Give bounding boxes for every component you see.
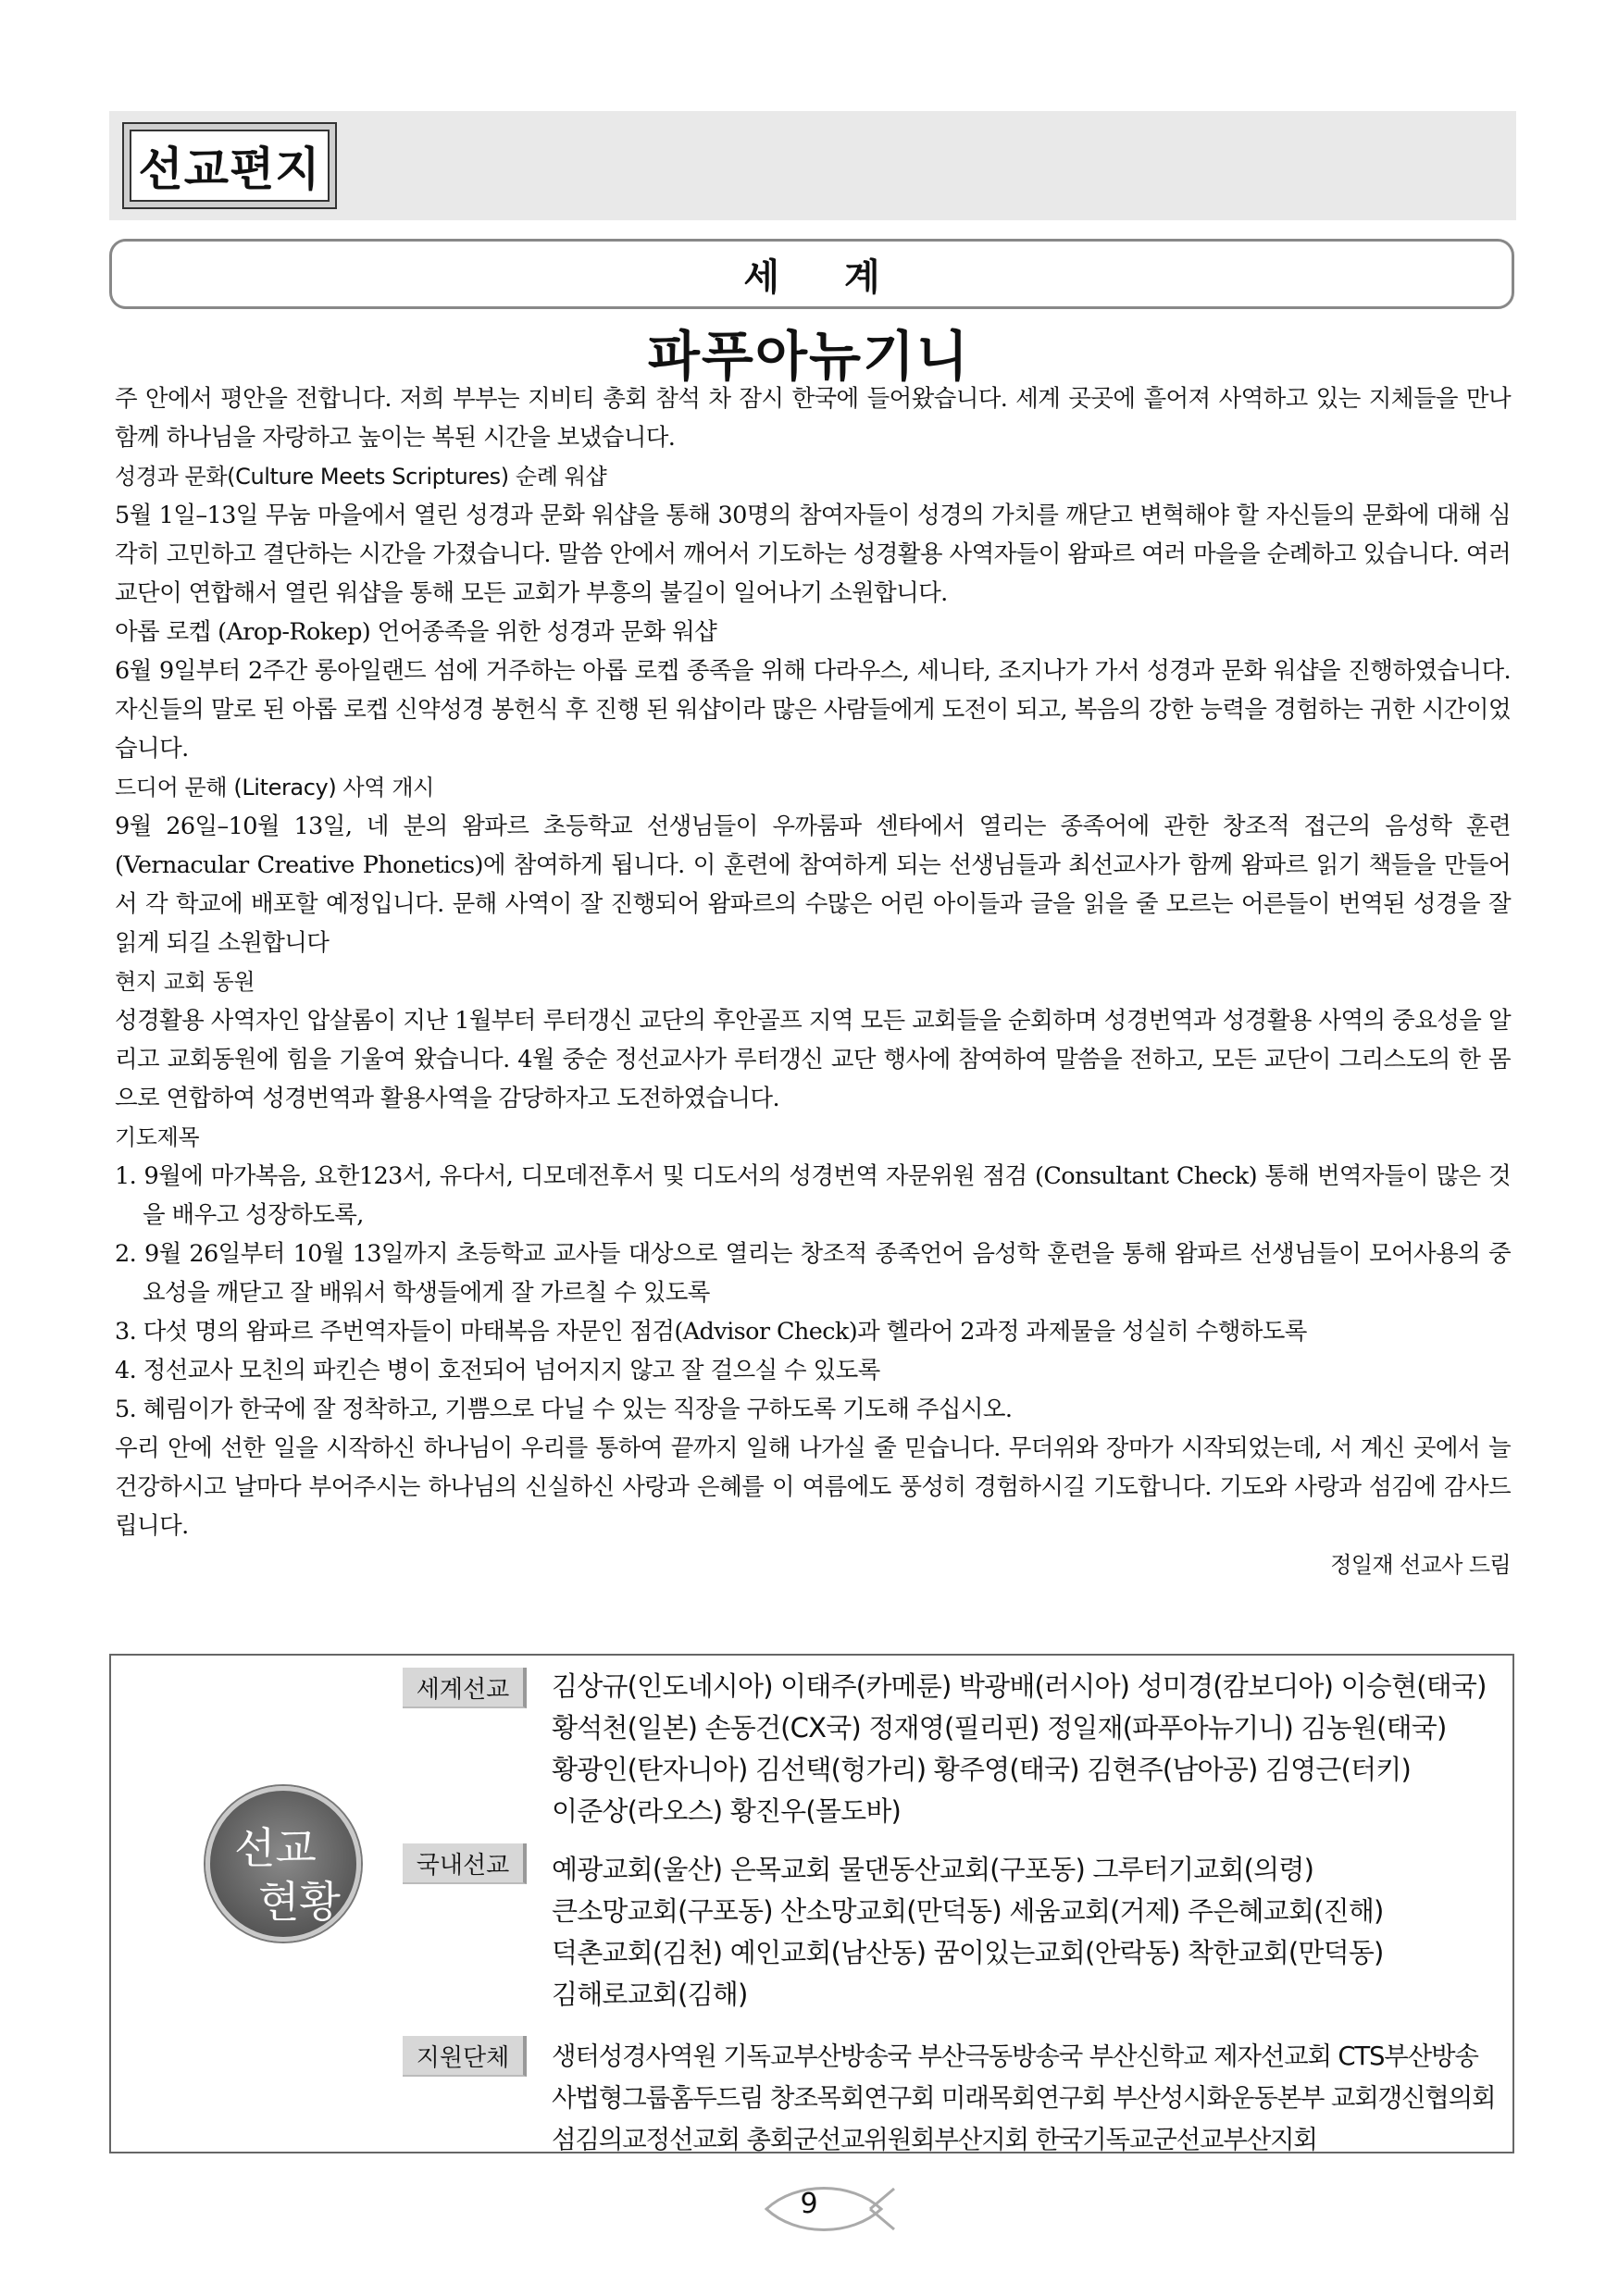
header-tab bbox=[122, 122, 337, 209]
prayer-item: 2. 9월 26일부터 10월 13일까지 초등학교 교사들 대상으로 열리는 창조적 종족언어 음성학 훈련을 통해 왐파르 선생님들이 모어사용의 중요성을 깨닫고 잘 배워서 학생들에게 잘 가르칠 수 있도록 bbox=[115, 1240, 1511, 1307]
prayer-heading: 기도제목 bbox=[115, 1124, 200, 1150]
badge-text-line2: 현황 bbox=[258, 1877, 341, 1927]
country-title: 파푸아뉴기니 bbox=[647, 325, 971, 388]
prayer-item: 1. 9월에 마가복음, 요한123서, 유다서, 디모데전후서 및 디도서의 성경번역 자문위원 점검 (Consultant Check) 통해 번역자들이 많은 것을 배우고 성장하도록, bbox=[115, 1162, 1511, 1229]
prayer-item: 5. 혜림이가 한국에 잘 정착하고, 기쁨으로 다닐 수 있는 직장을 구하도록 기도해 주십시오. bbox=[115, 1396, 1013, 1423]
list-item: 황광인(탄자니아) 김선택(헝가리) 황주영(태국) 김현주(남아공) 김영근(터키) bbox=[552, 1754, 1412, 1785]
support-org-list bbox=[552, 2036, 1505, 2161]
list-item: 생터성경사역원 기독교부산방송국 부산극동방송국 부산신학교 제자선교회 CTS부산방송 bbox=[552, 2042, 1478, 2071]
category-label-domestic: 국내선교 bbox=[403, 1843, 527, 1884]
list-item: 덕촌교회(김천) 예인교회(남산동) 꿈이있는교회(안락동) 착한교회(만덕동) bbox=[552, 1937, 1384, 1968]
greeting-paragraph: 주 안에서 평안을 전합니다. 저희 부부는 지비티 총회 참석 차 잠시 한국에 들어왔습니다. 세계 곳곳에 흩어져 사역하고 있는 지체들을 만나 함께 하나님을 자랑하고 높이는 복된 시간을 보냈습니다. bbox=[115, 385, 1511, 452]
page-number: 9 bbox=[800, 2188, 818, 2220]
section-heading: 현지 교회 동원 bbox=[115, 969, 255, 995]
prayer-item: 4. 정선교사 모친의 파킨슨 병이 호전되어 넘어지지 않고 잘 걸으실 수 있도록 bbox=[115, 1357, 880, 1384]
prayer-item: 3. 다섯 명의 왐파르 주번역자들이 마태복음 자문인 점검(Advisor Check)과 헬라어 2과정 과제물을 성실히 수행하도록 bbox=[115, 1318, 1307, 1346]
section-heading: 아롭 로켑 (Arop-Rokep) 언어종족을 위한 성경과 문화 워샵 bbox=[115, 618, 717, 646]
list-item: 예광교회(울산) 은목교회 물댄동산교회(구포동) 그루터기교회(의령) bbox=[552, 1854, 1314, 1885]
list-item: 이준상(라오스) 황진우(몰도바) bbox=[552, 1795, 902, 1827]
badge-text-line1: 선교 bbox=[234, 1823, 317, 1873]
list-item: 김해로교회(김해) bbox=[552, 1979, 748, 2010]
world-mission-list bbox=[552, 1666, 1505, 1832]
section-label-box bbox=[109, 239, 1514, 309]
section-heading: 성경과 문화(Culture Meets Scriptures) 순례 워샵 bbox=[115, 464, 607, 490]
page-title: 선교편지 bbox=[138, 143, 321, 196]
signature: 정일재 선교사 드림 bbox=[1330, 1552, 1511, 1578]
domestic-mission-list bbox=[552, 1849, 1505, 2016]
category-label-support: 지원단체 bbox=[403, 2036, 527, 2077]
section-heading: 드디어 문해 (Literacy) 사역 개시 bbox=[115, 775, 434, 800]
section-paragraph: 6월 9일부터 2주간 롱아일랜드 섬에 거주하는 아롭 로켑 종족을 위해 다라우스, 세니타, 조지나가 가서 성경과 문화 워샵을 진행하였습니다. 자신들의 말로 된 아롭 로켑 신약성경 봉헌식 후 진행 된 워샵이라 많은 사람들에게 도전이 되고, 복음의 강한 능력을 경험하는 귀한 시간이었습니다. bbox=[115, 657, 1511, 763]
section-label: 세 계 bbox=[743, 255, 906, 299]
header-tab-inner bbox=[130, 130, 330, 202]
list-item: 황석천(일본) 손동건(CX국) 정재영(필리핀) 정일재(파푸아뉴기니) 김농원(태국) bbox=[552, 1712, 1447, 1744]
list-item: 김상규(인도네시아) 이태주(카메룬) 박광배(러시아) 성미경(캄보디아) 이승현(태국) bbox=[552, 1670, 1487, 1702]
list-item: 섬김의교정선교회 총회군선교위원회부산지회 한국기독교군선교부산지회 bbox=[552, 2125, 1317, 2154]
prayer-list bbox=[115, 1157, 1511, 1429]
list-item: 큰소망교회(구포동) 산소망교회(만덕동) 세움교회(거제) 주은혜교회(진해) bbox=[552, 1895, 1384, 1927]
section-paragraph: 5월 1일–13일 무눔 마을에서 열린 성경과 문화 워샵을 통해 30명의 참여자들이 성경의 가치를 깨닫고 변혁해야 할 자신들의 문화에 대해 심각히 고민하고 결단하는 시간을 가졌습니다. 말씀 안에서 깨어서 기도하는 성경활용 사역자들이 왐파르 여러 마을을 순례하고 있습니다. 여러 교단이 연합해서 열린 워샵을 통해 모든 교회가 부흥의 불길이 일어나기 소원합니다. bbox=[115, 502, 1511, 607]
section-paragraph: 성경활용 사역자인 압살롬이 지난 1월부터 루터갱신 교단의 후안골프 지역 모든 교회들을 순회하며 성경번역과 성경활용 사역의 중요성을 알리고 교회동원에 힘을 기울여 왔습니다. 4월 중순 정선교사가 루터갱신 교단 행사에 참여하여 말씀을 전하고, 모든 교단이 그리스도의 한 몸으로 연합하여 성경번역과 활용사역을 감당하자고 도전하였습니다. bbox=[115, 1007, 1511, 1112]
closing-paragraph: 우리 안에 선한 일을 시작하신 하나님이 우리를 통하여 끝까지 일해 나가실 줄 믿습니다. 무더위와 장마가 시작되었는데, 서 계신 곳에서 늘 건강하시고 날마다 부어주시는 하나님의 신실하신 사랑과 은혜를 이 여름에도 풍성히 경험하시길 기도합니다. 기도와 사랑과 섬김에 감사드립니다. bbox=[115, 1434, 1511, 1540]
section-paragraph: 9월 26일–10월 13일, 네 분의 왐파르 초등학교 선생님들이 우까룸파 센타에서 열리는 종족어에 관한 창조적 접근의 음성학 훈련 (Vernacular Creative Phonetics)에 참여하게 됩니다. 이 훈련에 참여하게 되는 선생님들과 최선교사가 함께 왐파르 읽기 책들을 만들어서 각 학교에 배포할 예정입니다. 문해 사역이 잘 진행되어 왐파르의 수많은 어린 아이들과 글을 읽을 줄 모르는 어른들이 번역된 성경을 잘 읽게 되길 소원합니다 bbox=[115, 813, 1511, 957]
mission-status-badge bbox=[205, 1786, 361, 1942]
category-label-world: 세계선교 bbox=[403, 1668, 527, 1708]
letter-body bbox=[115, 379, 1511, 1584]
list-item: 사법형그룹홈두드림 창조목회연구회 미래목회연구회 부산성시화운동본부 교회갱신협의회 bbox=[552, 2083, 1496, 2113]
